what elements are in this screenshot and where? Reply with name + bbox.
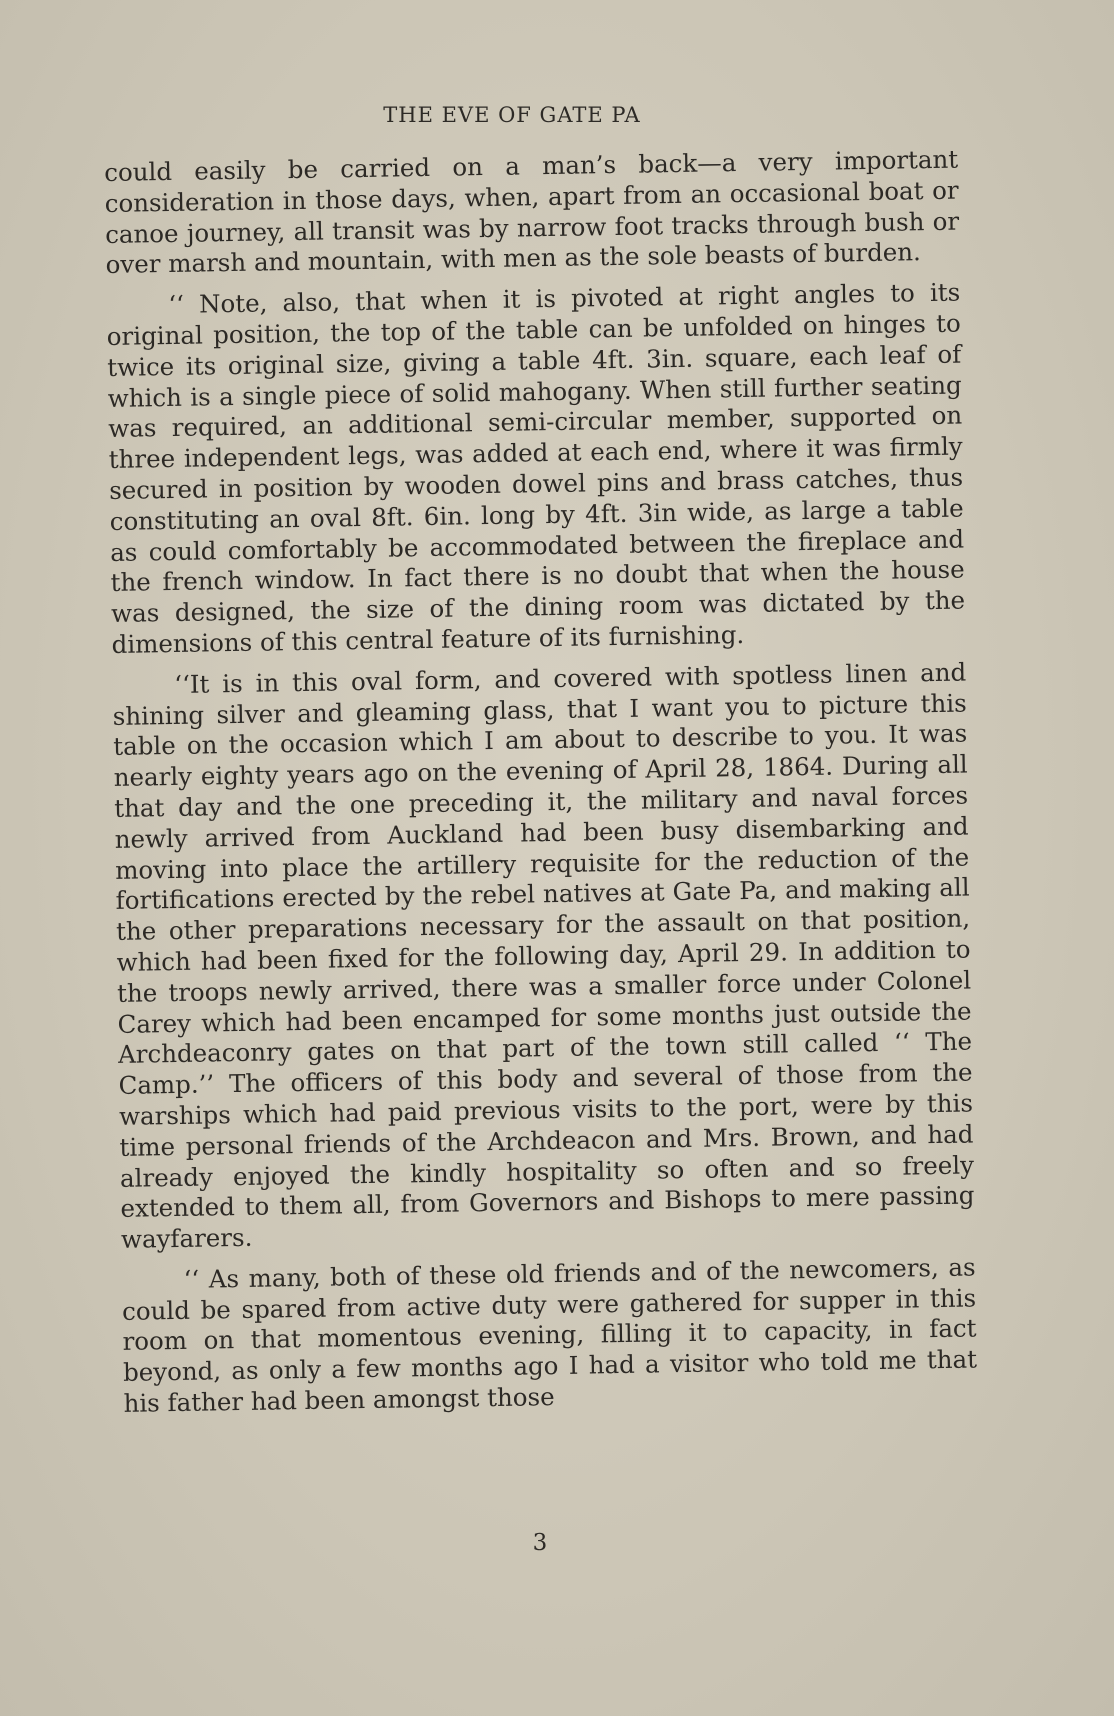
paragraph-2: ‘‘ Note, also, that when it is pivoted at right angles to its original position, the top of the table can be unfolded on hinges to twice its original size, giving a table 4ft. 3in. square, each leaf of which is a single piece of solid mahogany. When still further seating was required, an additional semi-circular member, supported on three independent legs, was added at each end, where it was firmly secured in position by wooden dowel pins and brass catches, thus constituting an oval 8ft. 6in. long by 4ft. 3in wide, as large a table as could comfortably be accommodated between the fireplace and the french window. In fact there is no doubt that when the house was designed, the size of the dining room was dictated by the dimensions of this central feature of its furnishing. [106,277,966,659]
body-text [104,145,978,1430]
page-number: 3 [532,1530,548,1556]
running-head: THE EVE OF GATE PA [383,103,641,127]
paragraph-4: ‘‘ As many, both of these old friends and of the newcomers, as could be spared from active duty were gathered for supper in this room on that momentous evening, filling it to capacity, in fact beyond, as only a few months ago I had a visitor who told me that his father had been amongst those [121,1252,978,1418]
paragraph-1: could easily be carried on a man’s back—a very important consideration in those days, when, apart from an occasional boat or canoe journey, all transit was by narrow foot tracks through bush or over marsh and mountain, with men as the sole beasts of burden. [104,144,960,280]
paragraph-3: ‘‘It is in this oval form, and covered with spotless linen and shining silver and gleaming glass, that I want you to picture this table on the occasion which I am about to describe to you. It was nearly eighty years ago on the evening of April 28, 1864. During all that day and the one preceding it, the military and naval forces newly arrived from Auckland had been busy disembarking and moving into place the artillery requisite for the reduction of the fortifications erected by the rebel natives at Gate Pa, and making all the other preparations necessary for the assault on that position, which had been fixed for the following day, April 29. In addition to the troops newly arrived, there was a smaller force under Colonel Carey which had been encamped for some months just outside the Archdeaconry gates on that part of the town still called ‘‘ The Camp.’’ The officers of this body and several of those from the warships which had paid previous visits to the port, were by this time personal friends of the Archdeacon and Mrs. Brown, and had already enjoyed the kindly hospitality so often and so freely extended to them all, from Governors and Bishops to mere passing wayfarers. [112,657,975,1254]
